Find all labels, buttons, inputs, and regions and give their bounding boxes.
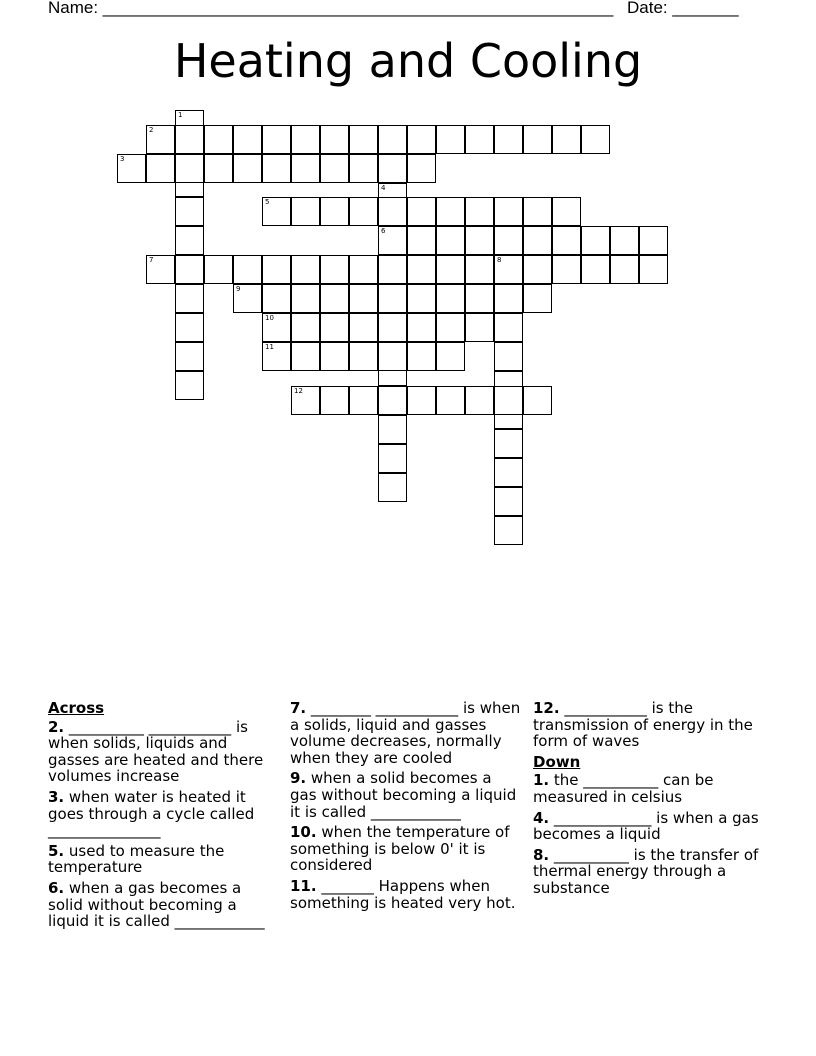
- clue-number-label: 1: [178, 111, 183, 119]
- crossword-cell[interactable]: [349, 386, 378, 415]
- clue-number-label: 4: [381, 183, 386, 192]
- page-title: Heating and Cooling: [173, 34, 643, 88]
- crossword-cell[interactable]: [523, 197, 552, 226]
- clue-across-12: 12. ___________ is the transmission of energy in the form of waves: [533, 699, 753, 751]
- crossword-cell[interactable]: [436, 386, 465, 415]
- crossword-cell[interactable]: [465, 386, 494, 415]
- crossword-cell[interactable]: [175, 226, 204, 255]
- crossword-cell[interactable]: [233, 154, 262, 183]
- crossword-cell[interactable]: [262, 342, 291, 371]
- crossword-cell[interactable]: [378, 342, 407, 371]
- date-field-line: Date: _______: [627, 0, 739, 17]
- crossword-cell[interactable]: [262, 197, 291, 226]
- crossword-cell[interactable]: [581, 226, 610, 255]
- crossword-cell[interactable]: [146, 125, 175, 154]
- crossword-cell[interactable]: [175, 154, 204, 183]
- crossword-cell[interactable]: [291, 125, 320, 154]
- crossword-cell[interactable]: [146, 154, 175, 183]
- crossword-cell[interactable]: [523, 386, 552, 415]
- crossword-cell[interactable]: [494, 516, 523, 545]
- crossword-cell[interactable]: [581, 255, 610, 284]
- crossword-cell[interactable]: [407, 386, 436, 415]
- crossword-cell[interactable]: [175, 313, 204, 342]
- crossword-cell[interactable]: [436, 313, 465, 342]
- crossword-cell[interactable]: [349, 284, 378, 313]
- crossword-cell[interactable]: [407, 313, 436, 342]
- clue-number-label: 8: [497, 256, 502, 264]
- clue-number-label: 12: [294, 386, 303, 395]
- crossword-cell[interactable]: [465, 125, 494, 154]
- clues-column-1: [48, 700, 270, 934]
- crossword-cell[interactable]: [465, 197, 494, 226]
- crossword-cell[interactable]: [117, 154, 146, 183]
- crossword-cell[interactable]: [291, 313, 320, 342]
- clue-number-label: 6: [381, 227, 386, 235]
- crossword-cell[interactable]: [494, 386, 523, 415]
- crossword-cell[interactable]: [465, 313, 494, 342]
- crossword-cell[interactable]: [349, 125, 378, 154]
- crossword-cell[interactable]: [465, 255, 494, 284]
- crossword-cell[interactable]: [639, 226, 668, 255]
- crossword-cell[interactable]: [552, 125, 581, 154]
- across-heading: Across: [48, 699, 105, 717]
- crossword-cell[interactable]: [378, 415, 407, 444]
- crossword-cell[interactable]: [378, 154, 407, 183]
- crossword-cell[interactable]: [262, 313, 291, 342]
- crossword-cell[interactable]: [262, 255, 291, 284]
- clue-across-11: 11. _______ Happens when something is heated very hot.: [290, 876, 516, 912]
- clue-number-label: 3: [120, 154, 125, 163]
- crossword-cell[interactable]: [436, 342, 465, 371]
- crossword-cell[interactable]: [523, 226, 552, 255]
- crossword-cell[interactable]: [320, 154, 349, 183]
- clue-number-label: 9: [236, 285, 241, 293]
- clue-down-8: 8. __________ is the transfer of thermal energy through a substance: [533, 845, 759, 897]
- crossword-cell[interactable]: [407, 226, 436, 255]
- crossword-cell[interactable]: [291, 284, 320, 313]
- clue-number-label: 10: [265, 314, 274, 322]
- clue-across-5: 5. used to measure the temperature: [48, 841, 225, 877]
- crossword-cell[interactable]: [262, 284, 291, 313]
- crossword-cell[interactable]: [378, 284, 407, 313]
- crossword-cell[interactable]: [262, 154, 291, 183]
- crossword-cell[interactable]: [320, 342, 349, 371]
- clue-number-label: 11: [265, 343, 274, 351]
- crossword-cell[interactable]: [320, 284, 349, 313]
- crossword-cell[interactable]: [436, 255, 465, 284]
- crossword-cell[interactable]: [349, 255, 378, 284]
- crossword-cell[interactable]: [378, 473, 407, 502]
- crossword-cell[interactable]: [523, 284, 552, 313]
- clue-across-7: 7. ________ ___________ is when a solids, liquid and gasses volume decreases, normally when they are cooled: [290, 699, 521, 767]
- crossword-cell[interactable]: [436, 125, 465, 154]
- crossword-cell[interactable]: [407, 342, 436, 371]
- crossword-cell[interactable]: [494, 487, 523, 516]
- crossword-cell[interactable]: [291, 154, 320, 183]
- crossword-cell[interactable]: [552, 197, 581, 226]
- crossword-cell[interactable]: [320, 197, 349, 226]
- crossword-cell[interactable]: [320, 125, 349, 154]
- crossword-cell[interactable]: [175, 342, 204, 371]
- crossword-cell[interactable]: [291, 197, 320, 226]
- crossword-cell[interactable]: [494, 429, 523, 458]
- crossword-cell[interactable]: [378, 386, 407, 415]
- crossword-cell[interactable]: [378, 197, 407, 226]
- crossword-cell[interactable]: [349, 197, 378, 226]
- crossword-cell[interactable]: [291, 342, 320, 371]
- crossword-cell[interactable]: [233, 284, 262, 313]
- crossword-cell[interactable]: [378, 255, 407, 284]
- clue-down-4: 4. _____________ is when a gas becomes a liquid: [533, 808, 759, 844]
- crossword-cell[interactable]: [610, 255, 639, 284]
- crossword-cell[interactable]: [175, 197, 204, 226]
- crossword-cell[interactable]: [378, 226, 407, 255]
- clue-across-10: 10. when the temperature of something is below 0' it is considered: [290, 823, 510, 875]
- crossword-cell[interactable]: [320, 386, 349, 415]
- crossword-cell[interactable]: [291, 386, 320, 415]
- down-heading: Down: [533, 752, 581, 771]
- crossword-cell[interactable]: [349, 342, 378, 371]
- crossword-cell[interactable]: [436, 284, 465, 313]
- crossword-cell[interactable]: [175, 255, 204, 284]
- crossword-cell[interactable]: [175, 371, 204, 400]
- crossword-cell[interactable]: [378, 444, 407, 473]
- clues-column-3: [533, 700, 765, 901]
- clue-number-label: 2: [149, 125, 154, 134]
- crossword-cell[interactable]: [494, 255, 523, 284]
- crossword-cell[interactable]: [146, 255, 175, 284]
- crossword-cell[interactable]: [494, 313, 523, 342]
- crossword-cell[interactable]: [407, 255, 436, 284]
- crossword-cell[interactable]: [204, 154, 233, 183]
- crossword-cell[interactable]: [320, 313, 349, 342]
- name-field-line: Name: ______________________________________________________: [48, 0, 614, 17]
- clue-number-label: 5: [265, 198, 270, 206]
- clue-across-2: 2. __________ ___________ is when solids, liquids and gasses are heated and there volumes increase: [48, 717, 264, 786]
- crossword-cell[interactable]: [494, 284, 523, 313]
- crossword-cell[interactable]: [291, 255, 320, 284]
- crossword-cell[interactable]: [233, 255, 262, 284]
- crossword-cell[interactable]: [494, 226, 523, 255]
- crossword-cell[interactable]: [349, 154, 378, 183]
- crossword-cell[interactable]: [639, 255, 668, 284]
- crossword-cell[interactable]: [233, 125, 262, 154]
- crossword-cell[interactable]: [465, 226, 494, 255]
- crossword-cell[interactable]: [407, 125, 436, 154]
- crossword-cell[interactable]: [523, 125, 552, 154]
- crossword-cell[interactable]: [204, 255, 233, 284]
- crossword-cell[interactable]: [494, 342, 523, 371]
- crossword-cell[interactable]: [407, 154, 436, 183]
- clue-down-1: 1. the __________ can be measured in celsius: [533, 771, 714, 806]
- crossword-cell[interactable]: [320, 255, 349, 284]
- crossword-cell[interactable]: [378, 125, 407, 154]
- clues-column-2: [290, 700, 522, 915]
- crossword-cell[interactable]: [552, 255, 581, 284]
- crossword-cell[interactable]: [436, 226, 465, 255]
- clue-across-9: 9. when a solid becomes a gas without becoming a liquid it is called ____________: [290, 769, 517, 821]
- crossword-cell[interactable]: [610, 226, 639, 255]
- crossword-cell[interactable]: [175, 284, 204, 313]
- crossword-cell[interactable]: [378, 313, 407, 342]
- crossword-cell[interactable]: [175, 125, 204, 154]
- crossword-cell[interactable]: [465, 284, 494, 313]
- crossword-cell[interactable]: [349, 313, 378, 342]
- crossword-cell[interactable]: [407, 284, 436, 313]
- clue-across-6: 6. when a gas becomes a solid without becoming a liquid it is called ____________: [48, 878, 265, 931]
- crossword-cell[interactable]: [494, 125, 523, 154]
- crossword-cell[interactable]: [552, 226, 581, 255]
- crossword-cell[interactable]: [262, 125, 291, 154]
- crossword-cell[interactable]: [581, 125, 610, 154]
- crossword-cell[interactable]: [494, 458, 523, 487]
- crossword-cell[interactable]: [494, 197, 523, 226]
- clue-number-label: 7: [149, 256, 154, 264]
- clue-across-3: 3. when water is heated it goes through a cycle called _______________: [48, 787, 255, 840]
- crossword-cell[interactable]: [204, 125, 233, 154]
- crossword-cell[interactable]: [523, 255, 552, 284]
- crossword-cell[interactable]: [407, 197, 436, 226]
- crossword-cell[interactable]: [436, 197, 465, 226]
